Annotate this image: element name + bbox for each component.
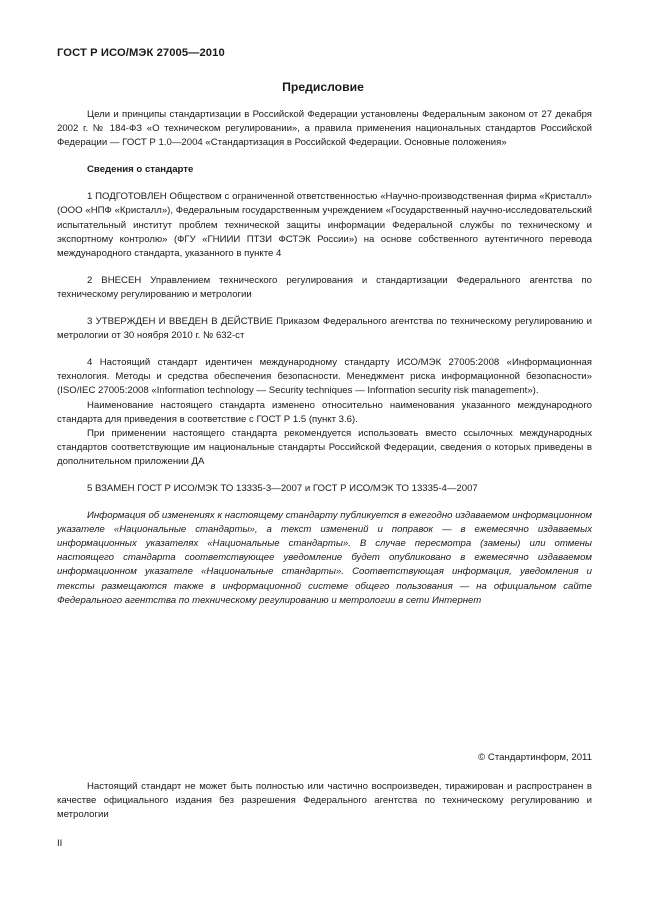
page-number: II xyxy=(57,838,63,849)
item-4-paragraph: 4 Настоящий стандарт идентичен международному стандарту ИСО/МЭК 27005:2008 «Информационная технология. Методы и средства обеспечения безопасности. Менеджмент риска информационной безопасности» (ISO/IEC 27005:2008 «Information technology — Security techniques — Information security risk management»). xyxy=(57,357,592,397)
item-4-references-note: При применении настоящего стандарта рекомендуется использовать вместо ссылочных международных стандартов соответствующие им национальные стандарты Российской Федерации, сведения о которых приведены в дополнительном приложении ДА xyxy=(57,427,592,467)
document-code-header: ГОСТ Р ИСО/МЭК 27005—2010 xyxy=(57,47,225,59)
copyright-line: © Стандартинформ, 2011 xyxy=(478,752,592,763)
section-heading: Сведения о стандарте xyxy=(87,164,194,176)
reproduction-notice: Настоящий стандарт не может быть полностью или частично воспроизведен, тиражирован и распространен в качестве официального издания без разрешения Федерального агентства по техническому регулированию и метрологии xyxy=(57,781,592,821)
item-3-paragraph: 3 УТВЕРЖДЕН И ВВЕДЕН В ДЕЙСТВИЕ Приказом Федерального агентства по техническому регулированию и метрологии от 30 ноября 2010 г. № 632-ст xyxy=(57,316,592,342)
item-4-name-note: Наименование настоящего стандарта изменено относительно наименования указанного международного стандарта для приведения в соответствие с ГОСТ Р 1.5 (пункт 3.6). xyxy=(57,399,592,425)
item-5-paragraph: 5 ВЗАМЕН ГОСТ Р ИСО/МЭК ТО 13335-3—2007 и ГОСТ Р ИСО/МЭК ТО 13335-4—2007 xyxy=(87,482,478,494)
item-1-paragraph: 1 ПОДГОТОВЛЕН Обществом с ограниченной ответственностью «Научно-производственная фирма «Кристалл» (ООО «НПФ «Кристалл»), Федеральным государственным учреждением «Государственный научно-исследовательский испытательный институт проблем технической защиты информации Федеральной службы по техническому и экспортному контролю» (ФГУ «ГНИИИ ПТЗИ ФСТЭК России») на основе собственного аутентичного перевода международного стандарта, указанного в пункте 4 xyxy=(57,191,592,259)
preface-body xyxy=(57,108,592,608)
item-2-paragraph: 2 ВНЕСЕН Управлением технического регулирования и стандартизации Федерального агентства по техническому регулированию и метрологии xyxy=(57,274,592,300)
preface-title: Предисловие xyxy=(282,80,364,94)
intro-paragraph: Цели и принципы стандартизации в Российской Федерации установлены Федеральным законом от 27 декабря 2002 г. № 184-ФЗ «О техническом регулировании», а правила применения национальных стандартов Российской Федерации — ГОСТ Р 1.0—2004 «Стандартизация в Российской Федерации. Основные положения» xyxy=(57,109,592,149)
changes-info-paragraph: Информация об изменениях к настоящему стандарту публикуется в ежегодно издаваемом информационном указателе «Национальные стандарты», а текст изменений и поправок — в ежемесячно издаваемых информационных указателях «Национальные стандарты». В случае пересмотра (замены) или отмены настоящего стандарта соответствующее уведомление будет опубликовано в ежемесячно издаваемом информационном указателе «Национальные стандарты». Соответствующая информация, уведомления и тексты размещаются также в информационной системе общего пользования — на официальном сайте Федерального агентства по техническому регулированию и метрологии в сети Интернет xyxy=(57,510,592,606)
